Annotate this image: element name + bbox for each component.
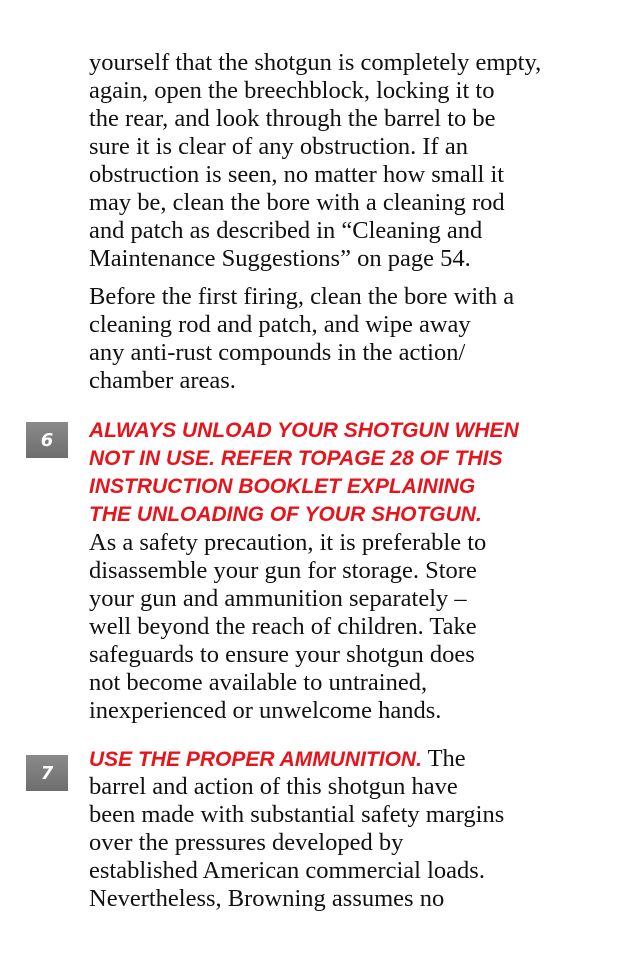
- text-line: cleaning rod and patch, and wipe away: [89, 311, 471, 338]
- text-line: and patch as described in “Cleaning and: [89, 217, 483, 244]
- text-line: again, open the breechblock, locking it to: [89, 77, 495, 104]
- section-number-badge: 7: [26, 755, 68, 791]
- warning-line: INSTRUCTION BOOKLET EXPLAINING: [89, 475, 476, 498]
- text-line: Maintenance Suggestions” on page 54.: [89, 245, 471, 272]
- warning-line: ALWAYS UNLOAD YOUR SHOTGUN WHEN: [89, 419, 519, 442]
- text-line: may be, clean the bore with a cleaning rod: [89, 189, 505, 216]
- text-line: not become available to untrained,: [89, 669, 428, 696]
- warning-heading: USE THE PROPER AMMUNITION.: [89, 748, 422, 771]
- text-line: yourself that the shotgun is completely empty,: [89, 49, 542, 76]
- text-line: well beyond the reach of children. Take: [89, 613, 477, 640]
- text-line: safeguards to ensure your shotgun does: [89, 641, 475, 668]
- text-line: over the pressures developed by: [89, 829, 404, 856]
- warning-line: NOT IN USE. REFER TOPAGE 28 OF THIS: [89, 447, 503, 470]
- text-line: As a safety precaution, it is preferable to: [89, 529, 487, 556]
- text-line: [89, 745, 466, 774]
- text-line: any anti-rust compounds in the action/: [89, 339, 466, 366]
- text-line: been made with substantial safety margins: [89, 801, 505, 828]
- text-line: Nevertheless, Browning assumes no: [89, 885, 445, 912]
- text-line: established American commercial loads.: [89, 857, 485, 884]
- text-line: Before the first firing, clean the bore with a: [89, 283, 515, 310]
- text-line: obstruction is seen, no matter how small it: [89, 161, 505, 188]
- warning-line: THE UNLOADING OF YOUR SHOTGUN.: [89, 503, 482, 526]
- text-line: sure it is clear of any obstruction. If an: [89, 133, 468, 160]
- text-line: your gun and ammunition separately –: [89, 585, 467, 612]
- text-line: inexperienced or unwelcome hands.: [89, 697, 442, 724]
- text-line: barrel and action of this shotgun have: [89, 773, 458, 800]
- text-fragment: The: [421, 745, 466, 772]
- section-number-badge: 6: [26, 422, 68, 458]
- text-line: chamber areas.: [89, 367, 236, 394]
- text-line: the rear, and look through the barrel to be: [89, 105, 496, 132]
- text-line: disassemble your gun for storage. Store: [89, 557, 477, 584]
